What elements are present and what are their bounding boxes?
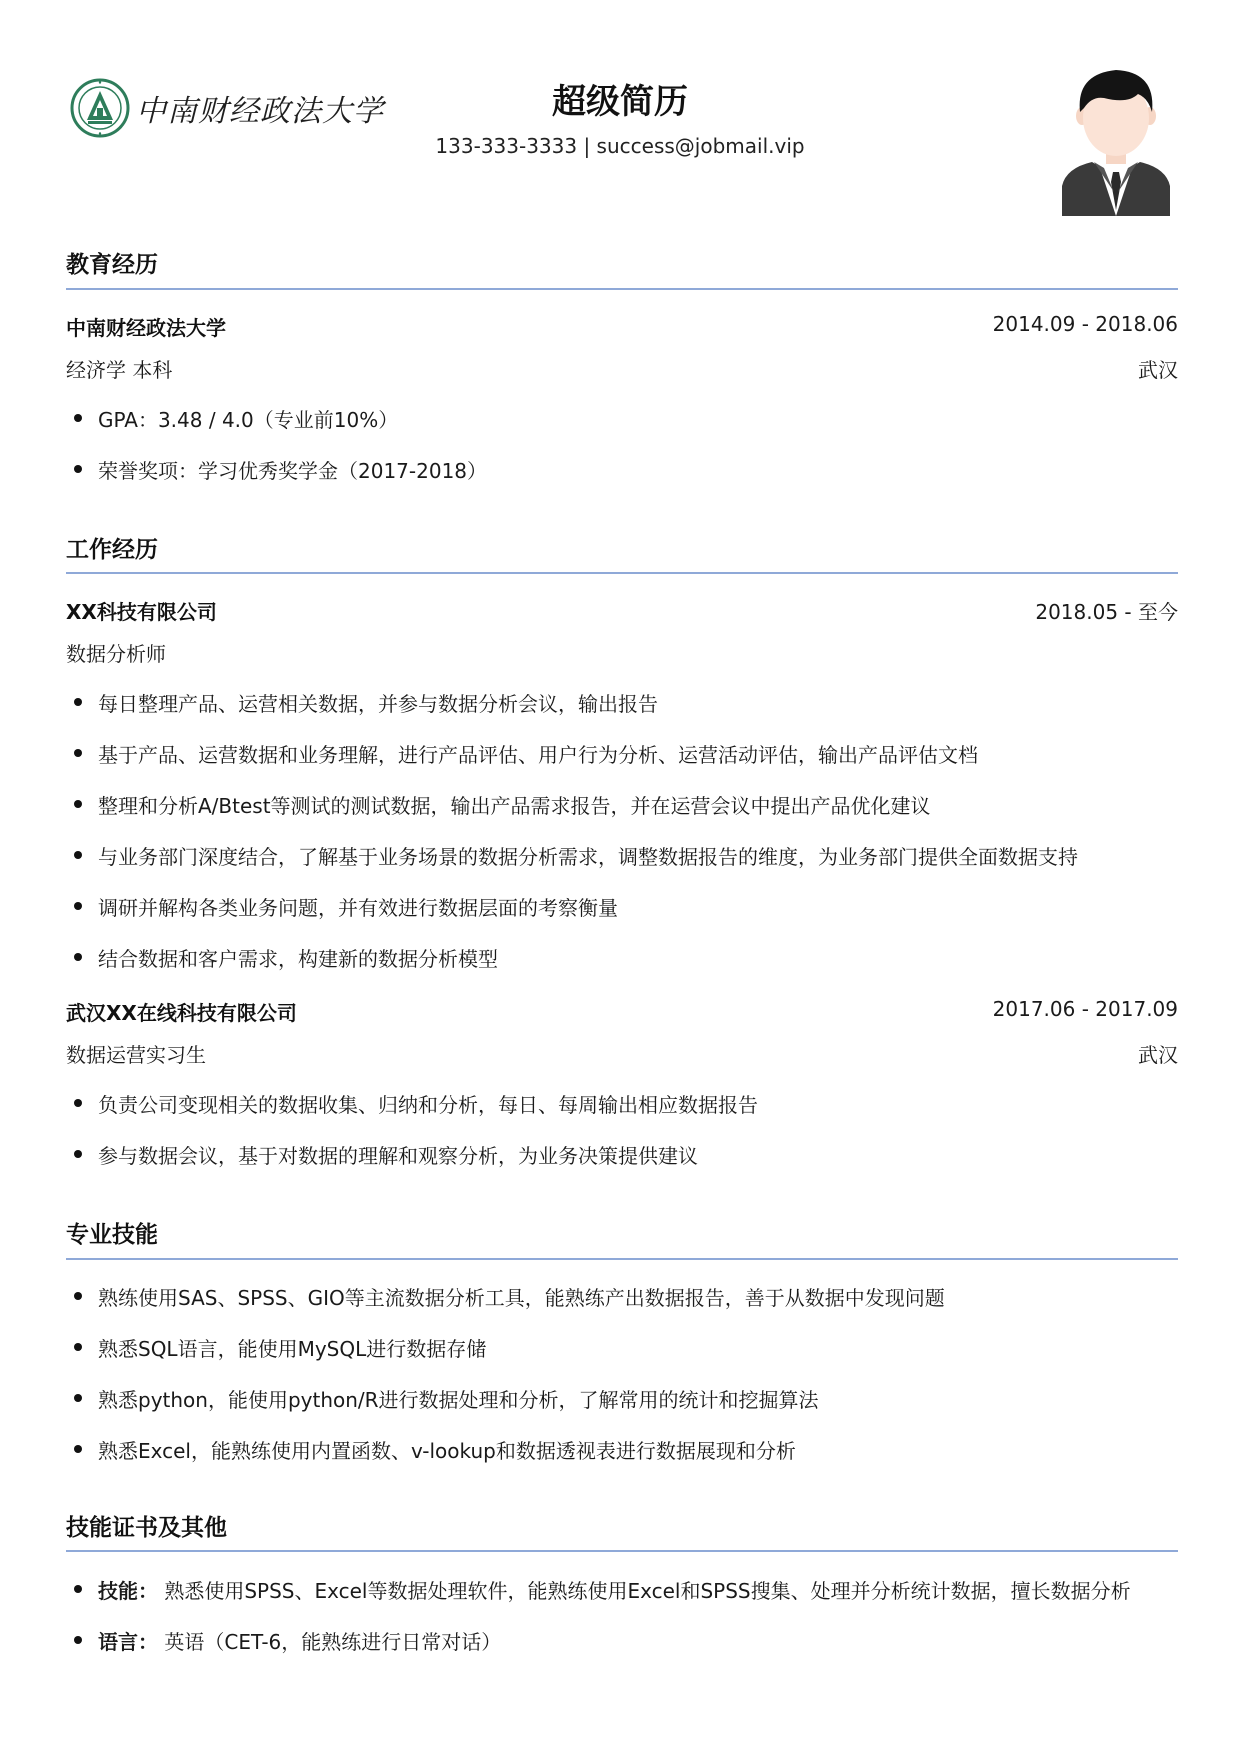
bullet-dot bbox=[74, 851, 82, 859]
university-logo bbox=[70, 76, 384, 140]
school-name: 中南财经政法大学 bbox=[66, 316, 226, 340]
bullet-dot bbox=[74, 1636, 82, 1644]
cert-item bbox=[98, 1575, 1131, 1604]
bullet-dot bbox=[74, 749, 82, 757]
resume-name: 超级简历 bbox=[552, 82, 688, 122]
education-bullet: GPA：3.48 / 4.0（专业前10%） bbox=[98, 408, 399, 432]
bullet-dot bbox=[74, 414, 82, 422]
job-bullet: 整理和分析A/Btest等测试的测试数据，输出产品需求报告，并在运营会议中提出产品优化建议 bbox=[98, 794, 931, 818]
section-divider bbox=[66, 288, 1178, 290]
cert-item-label: 技能： bbox=[98, 1579, 158, 1603]
bullet-dot bbox=[74, 1394, 82, 1402]
skill-bullet: 熟练使用SAS、SPSS、GIO等主流数据分析工具，能熟练产出数据报告，善于从数据中发现问题 bbox=[98, 1286, 945, 1310]
education-bullet: 荣誉奖项：学习优秀奖学金（2017-2018） bbox=[98, 459, 488, 483]
bullet-dot bbox=[74, 1292, 82, 1300]
section-title-education: 教育经历 bbox=[66, 252, 158, 278]
bullet-dot bbox=[74, 902, 82, 910]
job-bullet: 每日整理产品、运营相关数据，并参与数据分析会议，输出报告 bbox=[98, 692, 658, 716]
job-bullet: 与业务部门深度结合，了解基于业务场景的数据分析需求，调整数据报告的维度，为业务部门提供全面数据支持 bbox=[98, 845, 1078, 869]
job-role: 数据分析师 bbox=[66, 642, 166, 666]
university-logo-text: 中南财经政法大学 bbox=[136, 94, 384, 129]
bullet-dot bbox=[74, 1099, 82, 1107]
skill-bullet: 熟悉Excel，能熟练使用内置函数、v-lookup和数据透视表进行数据展现和分析 bbox=[98, 1439, 796, 1463]
job-bullet: 调研并解构各类业务问题，并有效进行数据层面的考察衡量 bbox=[98, 896, 618, 920]
university-emblem-icon bbox=[70, 78, 130, 138]
bullet-dot bbox=[74, 800, 82, 808]
section-title-work: 工作经历 bbox=[66, 537, 158, 563]
cert-item-text: 熟悉使用SPSS、Excel等数据处理软件，能熟练使用Excel和SPSS搜集、处理并分析统计数据，擅长数据分析 bbox=[164, 1579, 1131, 1603]
bullet-dot bbox=[74, 465, 82, 473]
bullet-dot bbox=[74, 698, 82, 706]
company-name: XX科技有限公司 bbox=[66, 600, 217, 624]
cert-item-label: 语言： bbox=[98, 1630, 158, 1654]
job-dates: 2017.06 - 2017.09 bbox=[992, 997, 1178, 1021]
education-dates: 2014.09 - 2018.06 bbox=[992, 312, 1178, 336]
job-bullet: 结合数据和客户需求，构建新的数据分析模型 bbox=[98, 947, 498, 971]
job-bullet: 负责公司变现相关的数据收集、归纳和分析，每日、每周输出相应数据报告 bbox=[98, 1093, 758, 1117]
section-divider bbox=[66, 1550, 1178, 1552]
job-dates: 2018.05 - 至今 bbox=[1035, 600, 1178, 624]
job-role: 数据运营实习生 bbox=[66, 1043, 206, 1067]
company-name: 武汉XX在线科技有限公司 bbox=[66, 1001, 297, 1025]
education-major: 经济学 本科 bbox=[66, 358, 173, 382]
bullet-dot bbox=[74, 1343, 82, 1351]
section-title-certificates: 技能证书及其他 bbox=[66, 1515, 227, 1541]
bullet-dot bbox=[74, 1585, 82, 1593]
skill-bullet: 熟悉SQL语言，能使用MySQL进行数据存储 bbox=[98, 1337, 487, 1361]
bullet-dot bbox=[74, 953, 82, 961]
avatar bbox=[1058, 64, 1174, 216]
bullet-dot bbox=[74, 1150, 82, 1158]
bullet-dot bbox=[74, 1445, 82, 1453]
skill-bullet: 熟悉python，能使用python/R进行数据处理和分析，了解常用的统计和挖掘算法 bbox=[98, 1388, 819, 1412]
section-divider bbox=[66, 572, 1178, 574]
section-title-skills: 专业技能 bbox=[66, 1222, 158, 1248]
section-divider bbox=[66, 1258, 1178, 1260]
cert-item bbox=[98, 1626, 501, 1655]
job-location: 武汉 bbox=[1138, 1043, 1178, 1067]
job-bullet: 参与数据会议，基于对数据的理解和观察分析，为业务决策提供建议 bbox=[98, 1144, 698, 1168]
cert-item-text: 英语（CET-6，能熟练进行日常对话） bbox=[164, 1630, 502, 1654]
education-location: 武汉 bbox=[1138, 358, 1178, 382]
contact-info: 133-333-3333 | success@jobmail.vip bbox=[435, 134, 805, 158]
job-bullet: 基于产品、运营数据和业务理解，进行产品评估、用户行为分析、运营活动评估，输出产品评估文档 bbox=[98, 743, 978, 767]
